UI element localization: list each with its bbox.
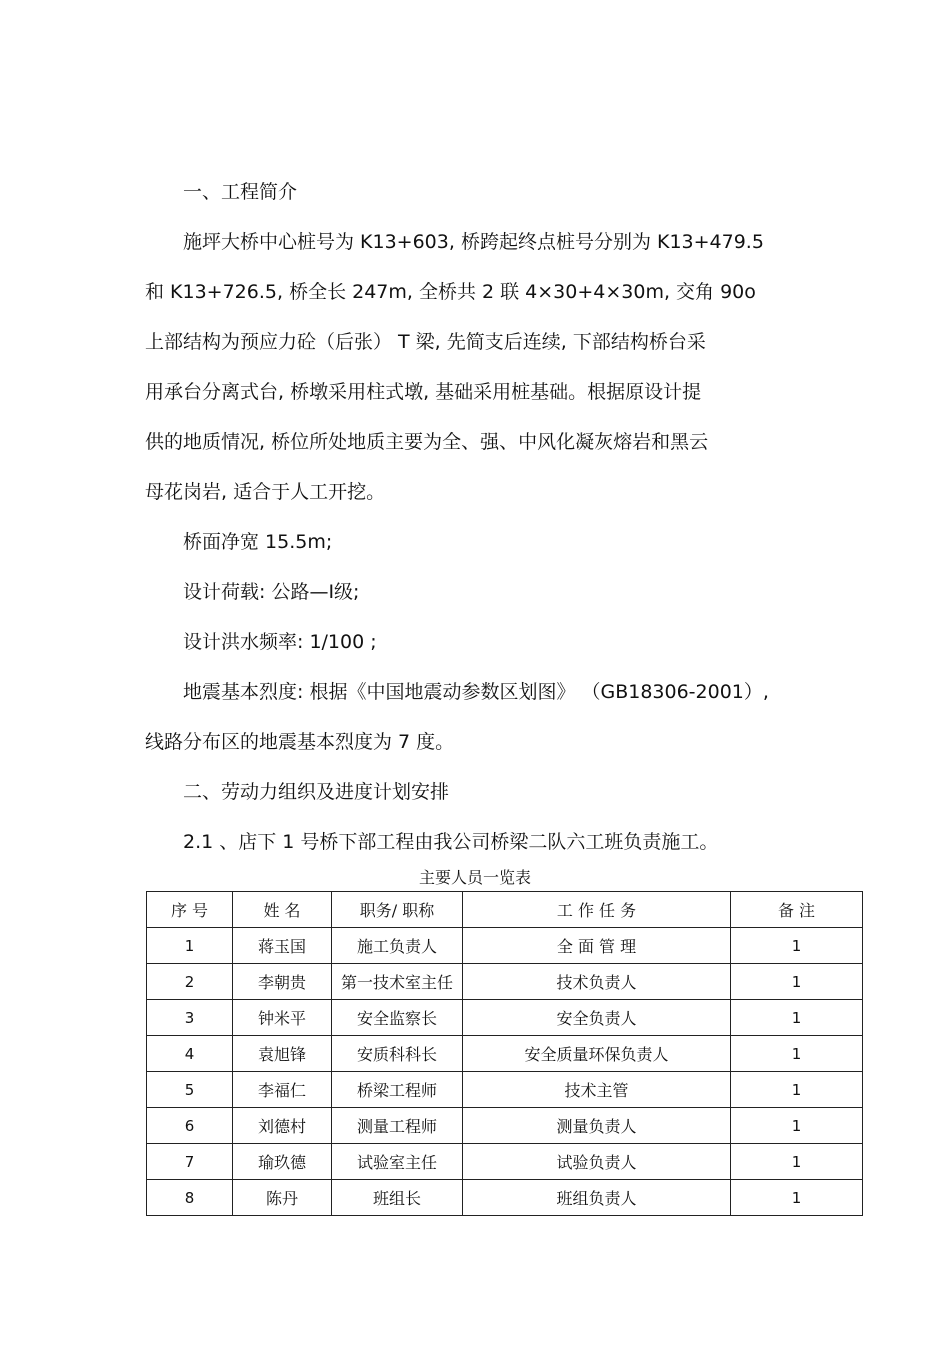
cell-seq: 8 [147,1180,233,1216]
cell-position: 安质科科长 [332,1036,463,1072]
cell-remark: 1 [731,1180,863,1216]
cell-seq: 3 [147,1000,233,1036]
table-header-row [147,892,863,928]
header-name: 姓 名 [233,892,332,928]
paragraph-line: 施坪大桥中心桩号为 K13+603, 桥跨起终点桩号分别为 K13+479.5 [183,231,764,253]
table-row [147,964,863,1000]
cell-remark: 1 [731,1108,863,1144]
cell-duty: 技术负责人 [463,964,731,1000]
cell-duty: 安全负责人 [463,1000,731,1036]
paragraph-line: 和 K13+726.5, 桥全长 247m, 全桥共 2 联 4×30+4×30m, 交角 90o [145,281,756,303]
header-remark: 备 注 [731,892,863,928]
table-caption: 主要人员一览表 [418,868,531,887]
cell-name: 陈丹 [233,1180,332,1216]
cell-position: 试验室主任 [332,1144,463,1180]
cell-duty: 技术主管 [463,1072,731,1108]
section-heading-project-overview: 一、工程简介 [183,181,298,203]
cell-position: 桥梁工程师 [332,1072,463,1108]
cell-seq: 7 [147,1144,233,1180]
cell-name: 瑜玖德 [233,1144,332,1180]
header-duty: 工 作 任 务 [463,892,731,928]
table-row [147,1180,863,1216]
cell-remark: 1 [731,964,863,1000]
bridge-deck-width: 桥面净宽 15.5m; [183,531,333,553]
paragraph-line: 母花岗岩, 适合于人工开挖。 [145,481,386,503]
cell-remark: 1 [731,1000,863,1036]
cell-position: 第一技术室主任 [332,964,463,1000]
flood-frequency: 设计洪水频率: 1/100 ; [183,631,377,653]
section-heading-labor-organization: 二、劳动力组织及进度计划安排 [183,781,450,803]
table-row [147,1144,863,1180]
seismic-intensity: 地震基本烈度: 根据《中国地震动参数区划图》 （GB18306-2001）, [183,681,769,703]
cell-position: 班组长 [332,1180,463,1216]
cell-position: 测量工程师 [332,1108,463,1144]
cell-remark: 1 [731,1072,863,1108]
cell-duty: 班组负责人 [463,1180,731,1216]
paragraph-line: 上部结构为预应力砼（后张） T 梁, 先简支后连续, 下部结构桥台采 [145,331,706,353]
table-row [147,1036,863,1072]
cell-name: 刘德村 [233,1108,332,1144]
cell-name: 袁旭锋 [233,1036,332,1072]
cell-position: 施工负责人 [332,928,463,964]
table-row [147,928,863,964]
cell-duty: 试验负责人 [463,1144,731,1180]
paragraph-line: 供的地质情况, 桥位所处地质主要为全、强、中风化凝灰熔岩和黑云 [145,431,709,453]
cell-remark: 1 [731,928,863,964]
cell-name: 钟米平 [233,1000,332,1036]
cell-duty: 全 面 管 理 [463,928,731,964]
cell-remark: 1 [731,1144,863,1180]
cell-seq: 2 [147,964,233,1000]
table-row [147,1108,863,1144]
cell-duty: 测量负责人 [463,1108,731,1144]
cell-seq: 5 [147,1072,233,1108]
cell-seq: 1 [147,928,233,964]
header-seq: 序 号 [147,892,233,928]
cell-remark: 1 [731,1036,863,1072]
cell-duty: 安全质量环保负责人 [463,1036,731,1072]
cell-seq: 6 [147,1108,233,1144]
personnel-table [146,891,863,1216]
table-row [147,1072,863,1108]
subsection-2-1: 2.1 、店下 1 号桥下部工程由我公司桥梁二队六工班负责施工。 [183,831,719,853]
paragraph-line: 用承台分离式台, 桥墩采用柱式墩, 基础采用桩基础。根据原设计提 [145,381,702,403]
cell-name: 蒋玉国 [233,928,332,964]
cell-name: 李福仁 [233,1072,332,1108]
header-position: 职务/ 职称 [332,892,463,928]
cell-name: 李朝贵 [233,964,332,1000]
cell-seq: 4 [147,1036,233,1072]
table-row [147,1000,863,1036]
design-load: 设计荷载: 公路—Ⅰ级; [183,581,360,603]
cell-position: 安全监察长 [332,1000,463,1036]
paragraph-line: 线路分布区的地震基本烈度为 7 度。 [145,731,455,753]
